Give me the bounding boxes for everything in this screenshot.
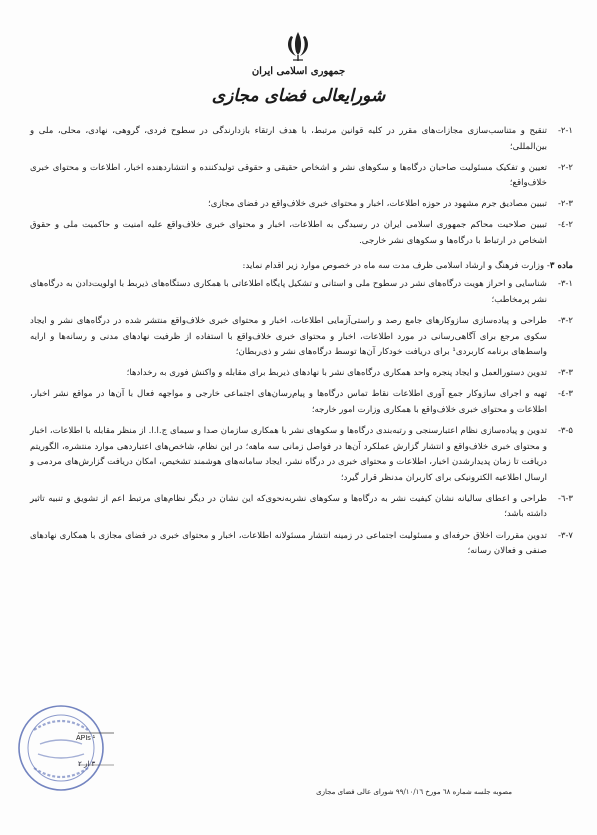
clause-3-1 — [30, 277, 573, 308]
clause-number: ۲-۲- — [557, 162, 573, 173]
clause-number: ۳-٤- — [557, 389, 573, 400]
document-body — [30, 124, 573, 565]
page-number: ۳ از ۲ — [78, 760, 96, 768]
republic-title: جمهوری اسلامی ایران — [251, 66, 346, 77]
clause-number: ۳-۲- — [557, 315, 573, 326]
clause-3-4 — [30, 387, 573, 418]
clause-text: تهیه و اجرای سازوکار جمع آوری اطلاعات نقاط تماس درگاه‌ها و پیام‌رسان‌های اجتماعی خارجی و مواجهه فعال با آن‌ها در مواقع نشر اخبار، اطلاعات و محتوای خبری خلاف‌واقع با همکاری وزارت امور خارجه؛ — [30, 389, 547, 415]
clause-number: ۳-۵- — [557, 426, 573, 436]
clause-3-7 — [30, 529, 573, 560]
clause-text: تدوین دستورالعمل و ایجاد پنجره واحد همکاری درگاه‌های نشر با نهادهای ذیربط برای مقابله و واکنش فوری به رخدادها؛ — [126, 368, 547, 379]
clause-2-1 — [30, 124, 573, 155]
clause-text: شناسایی و احراز هویت درگاه‌های نشر در سطوح ملی و استانی و تشکیل پایگاه اطلاعاتی با همکاری دستگاه‌های ذیربط با اولویت‌دادن به درگاه‌های نشر پرمخاطب؛ — [30, 279, 547, 305]
clause-number: ۲-۳- — [557, 199, 573, 210]
clause-number: ۳-۷- — [557, 530, 573, 541]
clause-text: تعیین و تفکیک مسئولیت صاحبان درگاه‌ها و سکوهای نشر و اشخاص حقیقی و حقوقی تولیدکننده و انتشاردهنده اخبار، اطلاعات و محتوای خبری خلاف‌واقع؛ — [30, 162, 547, 189]
clause-text: طراحی و پیاده‌سازی سازوکارهای جامع رصد و راستی‌آزمایی اطلاعات، اخبار و محتوای خبری خلاف‌واقع منتشر شده در درگاه‌های نشر و ایجاد سکوی مرجع برای آگاهی‌رسانی در مورد اطلاعات، اخبار و محتوای خبری خلاف‌واقع با استفاده از ظرفیت نهادهای مدنی و رسانه‌ها و ارایه واسط‌های برنامه کاربردی¹ برای دریافت خودکار آن‌ها توسط درگاه‌های نشر و ذی‌ربطان؛ — [30, 315, 547, 358]
clause-number: ۲-٤- — [557, 220, 573, 231]
footnote-apis: APIs ¹ — [76, 735, 96, 742]
clause-number: ۳-۳- — [557, 368, 573, 379]
clause-2-4 — [30, 218, 573, 249]
clause-3-6 — [30, 492, 573, 523]
clause-text: طراحی و اعطای سالیانه نشان کیفیت نشر به درگاه‌ها و سکوهای نشربه‌نحوی‌که این نشان در دیگر نظام‌های مرتبط اعم از تشویق و تنبیه تاثیر داشته باشد؛ — [30, 493, 547, 520]
clause-3-5 — [30, 424, 573, 486]
article-3-heading — [30, 259, 573, 275]
article-intro: - وزارت فرهنگ و ارشاد اسلامی ظرف مدت سه ماه در خصوص موارد زیر اقدام نماید: — [242, 260, 550, 271]
clause-number: ۳-۱- — [557, 279, 573, 290]
article-title: ماده ۳ — [549, 260, 573, 271]
clause-text: تبیین مصادیق جرم مشهود در حوزه اطلاعات، اخبار و محتوای خبری خلاف‌واقع در فضای مجازی؛ — [208, 199, 547, 210]
clause-text: تدوین مقررات اخلاق حرفه‌ای و مسئولیت اجتماعی در زمینه انتشار مسئولانه اطلاعات، اخبار و محتوای خبری در فضای مجازی با همکاری نهادهای صنفی و فعالان رسانه؛ — [30, 530, 547, 557]
clause-text: تدوین و پیاده‌سازی نظام اعتبارسنجی و رتبه‌بندی درگاه‌ها و سکوهای نشر با همکاری سازمان صدا و سیمای ج.ا.ا. از منظر مقابله با اطلاعات، اخبار و محتوای خبری خلاف‌واقع و انتشار گزارش عملکرد آن‌ها در فواصل زمانی سه ماهه؛ در این نظام، شاخص‌های اعتباردهی موارد منتشره، الگوریتم دریافت تا زمان پدیدارشدن اخبار، اطلاعات و محتوای خبری در درگاه نشر، ایجاد سامانه‌های هوشمند تشخیص، امکان دریافت گزارش‌های مردمی و ارسال اطلاعیه الکترونیکی برای کاربران مدنظر قرار گیرد؛ — [30, 426, 547, 483]
iran-emblem-icon — [283, 30, 313, 62]
clause-2-2 — [30, 161, 573, 192]
clause-text: تبیین صلاحیت محاکم جمهوری اسلامی ایران در رسیدگی به اطلاعات، اخبار و محتوای خبری خلاف‌واقع علیه امنیت و حاکمیت ملی و حقوق اشخاص در ارتباط با درگاه‌ها و سکوهای نشر خارجی. — [30, 220, 547, 247]
approval-footer: مصوبه جلسه شماره ٦۸ مورخ ۹۹/۱۰/۱٦ شورای عالی فضای مجازی — [316, 788, 512, 796]
clause-3-2 — [30, 314, 573, 361]
clause-text: تنقیح و متناسب‌سازی مجازات‌های مقرر در کلیه قوانین مرتبط، با هدف ارتقاء بازدارندگی در سطوح فردی، گروهی، نهادی، محلی، ملی و بین‌المللی؛ — [30, 126, 547, 152]
clause-number: ۳-٦- — [557, 493, 573, 504]
council-title: شورایعالی فضای مجازی — [211, 86, 386, 106]
clause-number: ۲-۱- — [557, 126, 573, 136]
clause-2-3 — [30, 197, 573, 213]
clause-3-3 — [30, 366, 573, 382]
